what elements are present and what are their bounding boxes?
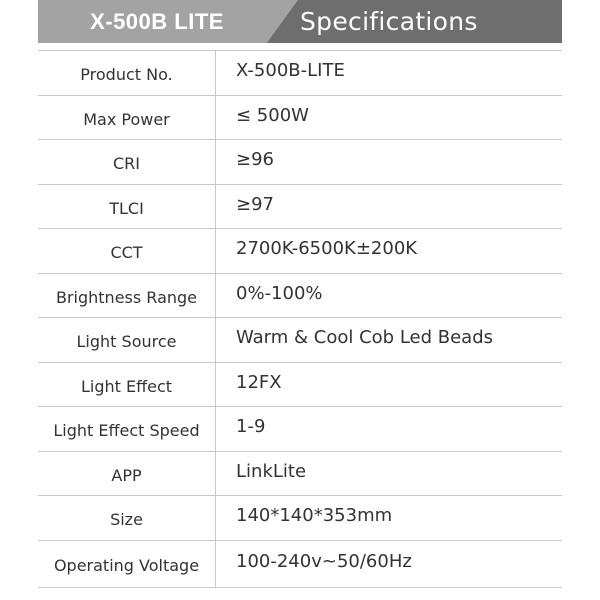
spec-label: APP (38, 452, 216, 496)
spec-value: ≥96 (236, 149, 274, 171)
spec-value: 1-9 (236, 416, 266, 438)
spec-label: Light Effect Speed (38, 407, 216, 451)
spec-label: Product No. (38, 51, 216, 95)
spec-label: Light Effect (38, 363, 216, 407)
table-row (38, 96, 562, 141)
table-row (38, 229, 562, 274)
spec-label: Brightness Range (38, 274, 216, 318)
header-model-name: X-500B LITE (90, 9, 224, 34)
spec-table (38, 50, 562, 588)
spec-label: Max Power (38, 96, 216, 140)
table-row (38, 541, 562, 588)
spec-value: 100-240v~50/60Hz (236, 551, 412, 572)
spec-label: CCT (38, 229, 216, 273)
table-row (38, 452, 562, 497)
table-row (38, 407, 562, 452)
table-row (38, 274, 562, 319)
spec-value: Warm & Cool Cob Led Beads (236, 327, 494, 349)
spec-value: 140*140*353mm (236, 505, 393, 527)
spec-value: LinkLite (236, 460, 307, 482)
spec-value: X-500B-LITE (236, 60, 345, 82)
spec-label: Operating Voltage (38, 541, 216, 587)
table-row (38, 496, 562, 541)
spec-label: Size (38, 496, 216, 540)
spec-value: ≤ 500W (236, 104, 309, 126)
table-row (38, 363, 562, 408)
spec-label: CRI (38, 140, 216, 184)
spec-value: 0%-100% (236, 282, 323, 304)
spec-value: 2700K-6500K±200K (236, 238, 418, 260)
table-row (38, 318, 562, 363)
header-banner (38, 0, 562, 43)
spec-label: TLCI (38, 185, 216, 229)
table-row (38, 51, 562, 96)
spec-value: ≥97 (236, 193, 274, 215)
spec-label: Light Source (38, 318, 216, 362)
table-row (38, 185, 562, 230)
spec-value: 12FX (236, 371, 282, 393)
header-title: Specifications (300, 7, 478, 36)
table-row (38, 140, 562, 185)
